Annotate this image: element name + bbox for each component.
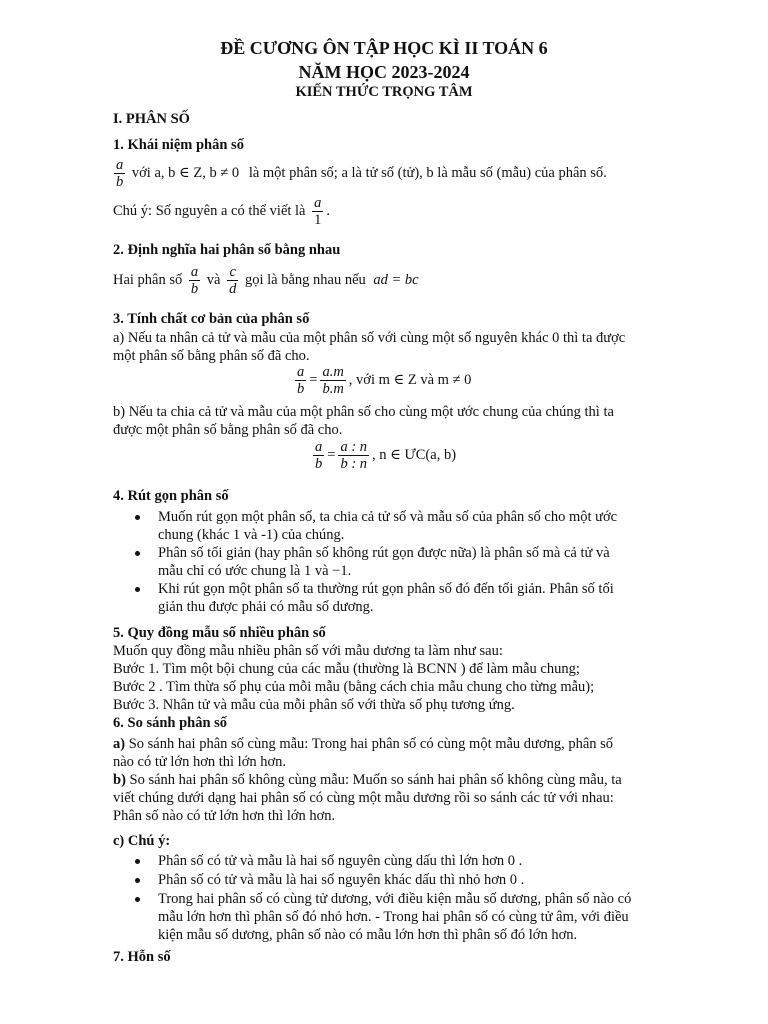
document-title-line1: ĐỀ CƯƠNG ÔN TẬP HỌC KÌ II TOÁN 6 [220,38,548,58]
paragraph-line [113,771,622,789]
list-item-line: Muốn rút gọn một phân số, ta chia cả tử số và mẫu số của phân số cho một ước [158,509,618,525]
formula-line [292,365,471,396]
list-item-line: kiện mẫu số dương, phân số nào có mẫu lớn hơn thì phân số đó lớn hơn. [158,927,578,943]
bullet-icon [135,878,140,883]
bullet-icon [135,859,140,864]
paragraph-line: Bước 2 . Tìm thừa số phụ của mỗi mẫu (bằng cách chia mẫu chung cho từng mẫu); [113,679,595,695]
paragraph-line: một phân số bằng phân số đã cho. [113,348,310,364]
fraction: $\frac{a}{1}$ [314,195,322,228]
fraction: $\frac{a}{b}$ [190,264,199,297]
subsection-heading-1: 1. Khái niệm phân số [113,137,244,153]
paragraph-line [113,735,613,753]
list-item-line: mẫu chỉ có ước chung là 1 và −1. [158,563,352,579]
paragraph-line: nào có tử lớn hơn thì lớn hơn. [113,754,287,770]
fraction: $\frac{a}{b}$ [315,439,323,472]
list-item-line: giản thu được phải có mẫu số dương. [158,599,374,615]
list-item-line: Trong hai phân số có cùng tử dương, với điều kiện mẫu số dương, phân số nào có [158,891,632,907]
equals-sign: = [309,371,318,388]
note-text: Chú ý: Số nguyên a có thể viết là [113,202,306,219]
section-heading: I. PHÂN SỐ [113,111,190,127]
paragraph-line: Muốn quy đồng mẫu nhiều phân số với mẫu dương ta làm như sau: [113,643,503,659]
note-heading: c) Chú ý: [113,833,171,849]
text: So sánh hai phân số không cùng mẫu: Muốn so sánh hai phân số không cùng mẫu, ta [125,772,622,788]
list-item-line: Phân số có tử và mẫu là hai số nguyên cùng dấu thì lớn hơn 0 . [158,853,523,869]
fraction: $\frac{a.m}{b.m}$ [322,364,344,397]
paragraph-line: a) Nếu ta nhân cả tử và mẫu của một phân số với cùng một số nguyên khác 0 thì ta được [113,330,626,346]
paragraph-line: viết chúng dưới dạng hai phân số có cùng một mẫu dương rồi so sánh các tử với nhau: [113,790,614,806]
fraction: $\frac{a}{b}$ [116,157,124,190]
equality-definition-line [113,265,419,296]
definition-line [111,158,607,189]
condition-text: , n ∈ ƯC(a, b) [372,446,457,463]
fraction: $\frac{c}{d}$ [229,264,237,297]
bullet-icon [135,897,140,902]
subsection-heading-5: 5. Quy đồng mẫu số nhiều phân số [113,625,326,641]
bullet-icon [135,587,140,592]
text: So sánh hai phân số cùng mẫu: Trong hai phân số có cùng một mẫu dương, phân số [125,736,614,752]
subsection-heading-2: 2. Định nghĩa hai phân số bằng nhau [113,242,341,258]
list-item-line: Phân số tối giản (hay phân số không rút gọn được nữa) là phân số mà cả tử và [158,545,610,561]
condition-text: với a, b ∈ Z, b ≠ 0 [131,164,240,181]
list-item-line: mẫu lớn hơn thì phân số đó nhỏ hơn. - Trong hai phân số có cùng tử âm, với điều [158,909,629,925]
paragraph-line: b) Nếu ta chia cả tử và mẫu của một phân số cho cùng một ước chung của chúng thì ta [113,404,614,420]
subsection-heading-6: 6. So sánh phân số [113,715,228,731]
equation: ad = bc [373,271,419,288]
text: và [206,271,221,288]
subsection-heading-4: 4. Rút gọn phân số [113,488,229,504]
text: gọi là bằng nhau nếu [244,271,366,288]
paragraph-line: Phân số nào có tử lớn hơn thì lớn hơn. [113,808,336,824]
paragraph-line: Bước 1. Tìm một bội chung của các mẫu (thường là BCNN ) để làm mẫu chung; [113,661,580,677]
bullet-icon [135,551,140,556]
document-title-line2: NĂM HỌC 2023-2024 [298,62,470,82]
subsection-heading-3: 3. Tính chất cơ bản của phân số [113,311,310,327]
condition-text: , với m ∈ Z và m ≠ 0 [348,371,472,388]
list-item-line: Khi rút gọn một phân số ta thường rút gọn phân số đó đến tối giản. Phân số tối [158,581,614,597]
text: Hai phân số [113,271,183,288]
bullet-icon [135,515,140,520]
formula-line [310,440,456,471]
fraction: $\frac{a : n}{b : n}$ [340,439,368,472]
definition-text: là một phân số; a là tử số (tử), b là mẫu số (mẫu) của phân số. [248,164,607,181]
paragraph-line: Bước 3. Nhân tử và mẫu của mỗi phân số với thừa số phụ tương ứng. [113,697,515,713]
equals-sign: = [327,446,336,463]
item-label: a) [113,736,126,752]
paragraph-line: được một phân số bằng phân số đã cho. [113,422,343,438]
item-label: b) [113,772,126,788]
note-end: . [326,202,330,219]
document-subtitle: KIẾN THỨC TRỌNG TÂM [295,84,473,100]
fraction: $\frac{a}{b}$ [297,364,305,397]
note-line [113,196,330,227]
subsection-heading-7: 7. Hỗn số [113,949,171,965]
list-item-line: chung (khác 1 và -1) của chúng. [158,527,345,543]
list-item-line: Phân số có tử và mẫu là hai số nguyên khác dấu thì nhỏ hơn 0 . [158,872,525,888]
